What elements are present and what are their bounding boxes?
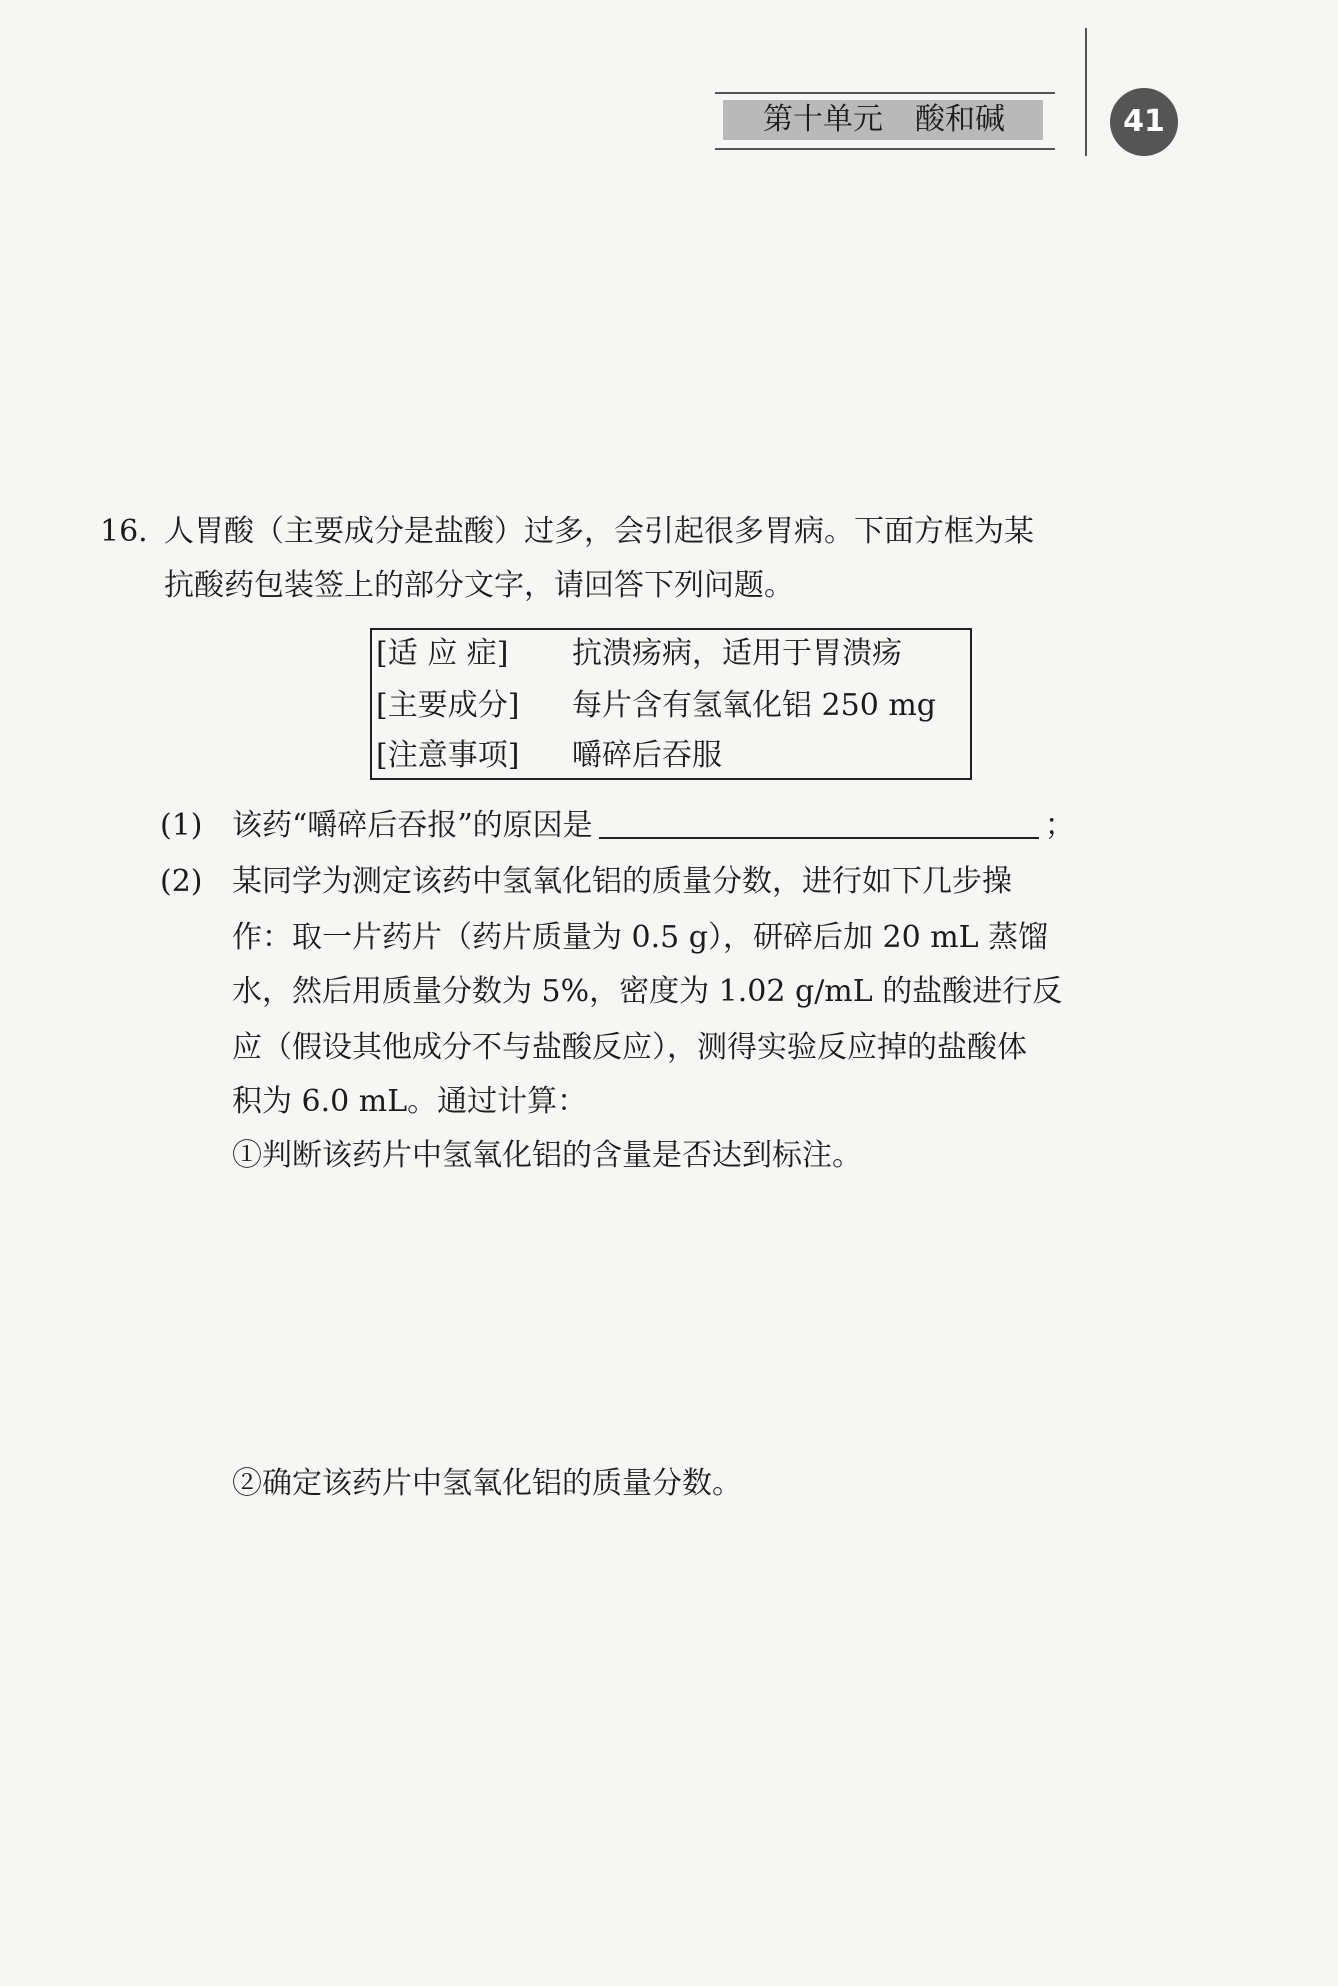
sub-question-2: ②确定该药片中氢氧化铝的质量分数。: [232, 1466, 742, 1501]
part-2-line-1: 某同学为测定该药中氢氧化铝的质量分数，进行如下几步操: [232, 864, 1012, 899]
part-1-number: (1): [160, 808, 203, 843]
medicine-label-box: [370, 628, 972, 780]
label-key: [主要成分]: [376, 688, 520, 723]
label-value: 抗溃疡病，适用于胃溃疡: [572, 636, 902, 671]
header-bottom-rule: [715, 148, 1055, 150]
label-key: [注意事项]: [376, 738, 520, 773]
label-row-precautions: [376, 736, 722, 776]
sub-question-1: ①判断该药片中氢氧化铝的含量是否达到标注。: [232, 1138, 862, 1173]
header-top-rule: [715, 92, 1055, 94]
label-value: 嚼碎后吞服: [572, 738, 722, 773]
part-2-line-5: 积为 6.0 mL。通过计算：: [232, 1084, 588, 1119]
question-intro-line-1: 人胃酸（主要成分是盐酸）过多，会引起很多胃病。下面方框为某: [164, 514, 1034, 549]
unit-title: 第十单元: [763, 102, 883, 137]
part-2-line-2: 作：取一片药片（药片质量为 0.5 g），研碎后加 20 mL 蒸馏: [232, 920, 1049, 955]
label-row-indications: [376, 634, 902, 674]
part-1-text: 该药“嚼碎后吞报”的原因是: [232, 808, 593, 843]
topic-title: 酸和碱: [915, 102, 1005, 137]
label-key: [适 应 症]: [376, 636, 509, 671]
label-row-ingredients: [376, 686, 936, 726]
part-2-number: (2): [160, 864, 203, 899]
part-1-end: ；: [1044, 808, 1075, 843]
page-number-badge: 41: [1110, 88, 1178, 156]
part-2-line-3: 水，然后用质量分数为 5%，密度为 1.02 g/mL 的盐酸进行反: [232, 974, 1063, 1009]
unit-header: [723, 100, 1043, 140]
part-2-line-4: 应（假设其他成分不与盐酸反应），测得实验反应掉的盐酸体: [232, 1030, 1027, 1065]
answer-blank[interactable]: [599, 807, 1039, 839]
label-value: 每片含有氢氧化铝 250 mg: [572, 688, 936, 723]
header-vertical-rule: [1085, 28, 1087, 156]
question-intro-line-2: 抗酸药包装签上的部分文字，请回答下列问题。: [164, 568, 794, 603]
part-1: [232, 806, 1075, 846]
question-number: 16.: [100, 514, 148, 549]
